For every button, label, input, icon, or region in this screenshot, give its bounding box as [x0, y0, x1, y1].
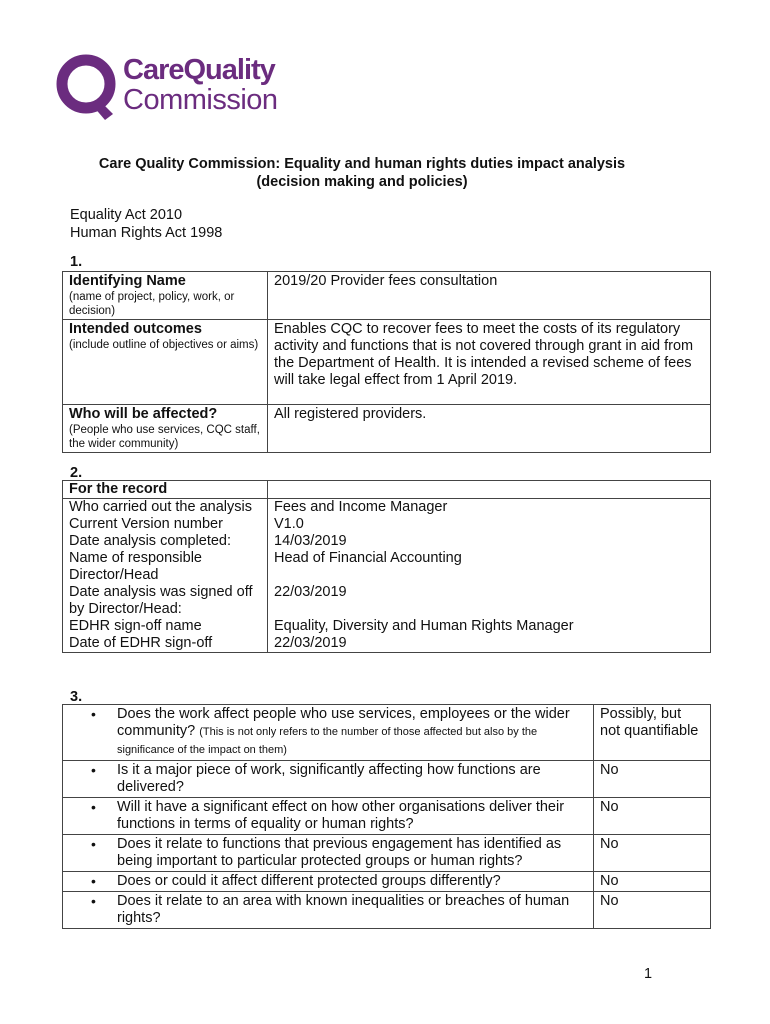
table-row: [63, 761, 711, 798]
question-cell: [63, 761, 594, 798]
table-row: [63, 835, 711, 872]
record-label: Name of responsible Director/Head: [63, 550, 268, 584]
bullet-icon: •: [91, 706, 96, 722]
bullet-icon: •: [91, 836, 96, 852]
question-cell: [63, 872, 594, 892]
document-title: [62, 155, 662, 191]
record-value: 22/03/2019: [268, 635, 711, 653]
who-affected-label: Who will be affected?: [69, 406, 218, 422]
answer-cell: No: [594, 892, 711, 929]
section1-table: [62, 271, 711, 453]
identifying-name-label: Identifying Name: [69, 273, 186, 289]
question-text: Does or could it affect different protected groups differently?: [117, 873, 501, 889]
record-value: Equality, Diversity and Human Rights Manager: [268, 618, 711, 635]
section3-table: [62, 704, 711, 929]
bullet-icon: •: [91, 893, 96, 909]
question-cell: [63, 798, 594, 835]
record-value: V1.0: [268, 516, 711, 533]
bullet-icon: •: [91, 799, 96, 815]
row-label-cell: [63, 272, 268, 320]
table-row: [63, 635, 711, 653]
cqc-logo: [55, 52, 280, 122]
table-row: [63, 533, 711, 550]
row-label-cell: [63, 405, 268, 453]
cqc-logo-mark-icon: [55, 52, 119, 122]
title-line1: Care Quality Commission: Equality and human rights duties impact analysis: [98, 156, 626, 172]
who-affected-value: All registered providers.: [268, 405, 711, 453]
table-row: [63, 550, 711, 584]
intended-outcomes-value: Enables CQC to recover fees to meet the costs of its regulatory activity and functions that is not covered through grant in aid from the Department of Health. It is intended a revised scheme of fees will take legal effect from 1 April 2019.: [268, 320, 711, 405]
record-value: 22/03/2019: [268, 584, 711, 618]
acts-list: [70, 206, 222, 242]
question-text: Does the work affect people who use services, employees or the wider community?: [117, 706, 570, 739]
table-row: [63, 499, 711, 517]
record-label: Who carried out the analysis: [63, 499, 268, 517]
answer-cell: No: [594, 761, 711, 798]
table-row: [63, 798, 711, 835]
record-label: Current Version number: [63, 516, 268, 533]
bullet-icon: •: [91, 762, 96, 778]
section1-number: 1.: [70, 254, 83, 270]
table-row: [63, 516, 711, 533]
question-text: Does it relate to an area with known inequalities or breaches of human rights?: [117, 893, 570, 926]
intended-outcomes-label: Intended outcomes: [69, 321, 202, 337]
record-label: Date analysis was signed off by Director/Head:: [63, 584, 268, 618]
question-text: Is it a major piece of work, significantly affecting how functions are delivered?: [117, 762, 541, 795]
record-value: Fees and Income Manager: [268, 499, 711, 517]
table-row: [63, 705, 711, 761]
act-item: Human Rights Act 1998: [70, 225, 223, 241]
bullet-icon: •: [91, 873, 96, 889]
table-row: [63, 272, 711, 320]
table-row: [63, 872, 711, 892]
answer-cell: No: [594, 835, 711, 872]
record-label: EDHR sign-off name: [63, 618, 268, 635]
question-cell: [63, 892, 594, 929]
for-the-record-header: For the record: [63, 481, 268, 499]
table-row: [63, 405, 711, 453]
record-value: Head of Financial Accounting: [268, 550, 711, 584]
identifying-name-value: 2019/20 Provider fees consultation: [268, 272, 711, 320]
question-text: Does it relate to functions that previous engagement has identified as being important to particular protected groups or human rights?: [117, 836, 562, 869]
answer-cell: No: [594, 798, 711, 835]
answer-cell: No: [594, 872, 711, 892]
answer-cell: Possibly, but not quantifiable: [594, 705, 711, 761]
section2-table: [62, 480, 711, 653]
section2-number: 2.: [70, 465, 83, 481]
question-text: Will it have a significant effect on how other organisations deliver their functions in terms of equality or human rights?: [117, 799, 565, 832]
logo-wordmark: [123, 56, 278, 115]
page-number: 1: [644, 966, 653, 982]
identifying-name-note: (name of project, policy, work, or decision): [69, 291, 235, 317]
empty-cell: [268, 481, 711, 499]
table-row: [63, 320, 711, 405]
record-label: Date of EDHR sign-off: [63, 635, 268, 653]
table-row: [63, 481, 711, 499]
logo-line2: Commission: [123, 84, 278, 116]
question-cell: [63, 705, 594, 761]
question-cell: [63, 835, 594, 872]
row-label-cell: [63, 320, 268, 405]
logo-line1: CareQuality: [123, 54, 275, 86]
act-item: Equality Act 2010: [70, 207, 183, 223]
question-note: (This is not only refers to the number of those affected but also by the significance of the impact on them): [117, 726, 538, 756]
section3-number: 3.: [70, 689, 83, 705]
table-row: [63, 618, 711, 635]
record-value: 14/03/2019: [268, 533, 711, 550]
table-row: [63, 892, 711, 929]
title-line2: (decision making and policies): [256, 174, 468, 190]
who-affected-note: (People who use services, CQC staff, the wider community): [69, 424, 260, 450]
record-label: Date analysis completed:: [63, 533, 268, 550]
table-row: [63, 584, 711, 618]
intended-outcomes-note: (include outline of objectives or aims): [69, 339, 259, 351]
